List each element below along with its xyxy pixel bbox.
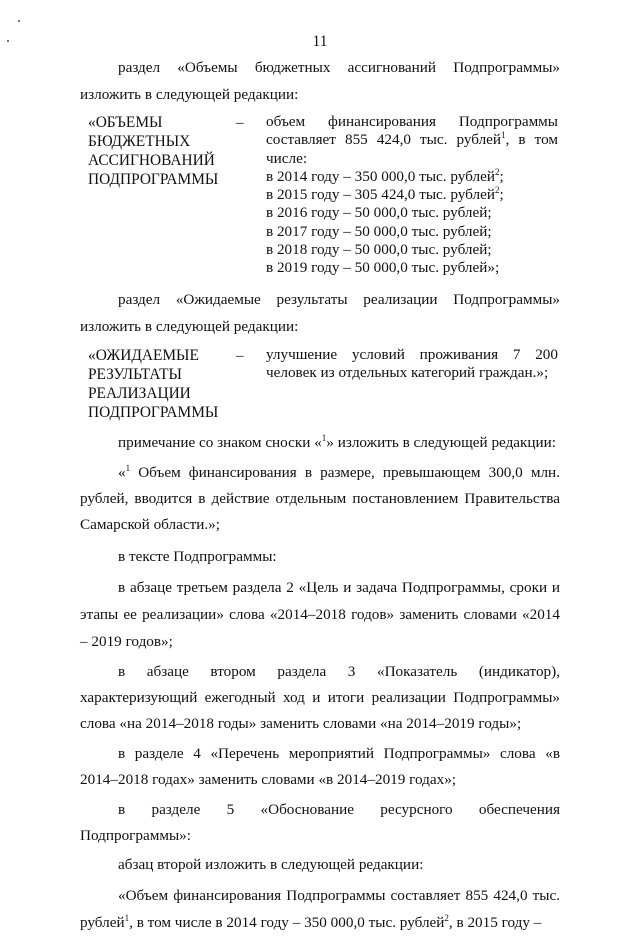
results-section-intro: раздел «Ожидаемые результаты реализации Подпрограммы» изложить в следующей редакции: <box>80 290 560 335</box>
budget-total-text: объем финансирования Подпрограммы составляет 855 424,0 тыс. рублей$^1$, в том числе: <box>266 113 558 167</box>
body-paragraph: в абзаце втором раздела 3 «Показатель (индикатор), характеризующий ежегодный ход и итоги реализации Подпрограммы» слова «на 2014–2018 годы» заменить словами «на 2014–2019 годы»; <box>80 662 560 732</box>
footnote-marker: 1 <box>124 912 130 923</box>
footnote-marker: 1 <box>501 130 506 141</box>
body-paragraph: в разделе 5 «Обоснование ресурсного обеспечения Подпрограммы»: <box>80 800 560 844</box>
scan-speck <box>18 20 20 22</box>
results-dash: – <box>236 346 244 364</box>
footnote-marker: 2 <box>444 912 449 923</box>
budget-description <box>266 113 558 278</box>
results-term: «ОЖИДАЕМЫЕ РЕЗУЛЬТАТЫ РЕАЛИЗАЦИИ ПОДПРОГРАММЫ <box>88 346 219 421</box>
body-paragraph: абзац второй изложить в следующей редакции: <box>118 855 424 873</box>
footnote-note-paragraph: примечание со знаком сноски «$^1$» изложить в следующей редакции: <box>118 432 557 451</box>
results-definition-row <box>80 346 560 422</box>
budget-year-line: в 2019 году – 50 000,0 тыс. рублей»; <box>266 259 500 277</box>
budget-year-line: в 2018 году – 50 000,0 тыс. рублей; <box>266 241 492 259</box>
budget-definition-row <box>80 113 560 278</box>
footnote-marker: 1 <box>321 432 327 443</box>
body-paragraph: в абзаце третьем раздела 2 «Цель и задача Подпрограммы, сроки и этапы ее реализации» слова «2014–2018 годов» заменить словами «2014 – 2019 годов»; <box>80 578 560 650</box>
results-description: улучшение условий проживания 7 200 человек из отдельных категорий граждан.»; <box>266 345 558 381</box>
budget-term: «ОБЪЕМЫ БЮДЖЕТНЫХ АССИГНОВАНИЙ ПОДПРОГРАММЫ <box>88 114 219 188</box>
funding-paragraph: «Объем финансирования Подпрограммы составляет 855 424,0 тыс. рублей$^1$, в том числе в 2014 году – 350 000,0 тыс. рублей$^2$, в 2015 году – <box>80 886 560 931</box>
body-paragraph: в тексте Подпрограммы: <box>118 547 277 565</box>
page-number: 11 <box>312 33 328 50</box>
budget-year-line: в 2017 году – 50 000,0 тыс. рублей; <box>266 222 492 240</box>
body-paragraph: в разделе 4 «Перечень мероприятий Подпрограммы» слова «в 2014–2018 годах» заменить словами «в 2014–2019 годах»; <box>80 744 560 788</box>
budget-year-line: в 2015 году – 305 424,0 тыс. рублей$^2$; <box>266 185 504 204</box>
budget-year-line: в 2014 году – 350 000,0 тыс. рублей$^2$; <box>266 166 504 185</box>
budget-section-intro: раздел «Объемы бюджетных ассигнований Подпрограммы» изложить в следующей редакции: <box>80 59 560 103</box>
document-body <box>80 54 560 936</box>
footnote-text-paragraph: «$^1$ Объем финансирования в размере, превышающем 300,0 млн. рублей, вводится в действие отдельным постановлением Правительства Самарской области.»; <box>80 462 560 533</box>
budget-dash: – <box>236 114 244 131</box>
footnote-marker: 1 <box>125 462 131 473</box>
budget-year-line: в 2016 году – 50 000,0 тыс. рублей; <box>266 204 492 222</box>
